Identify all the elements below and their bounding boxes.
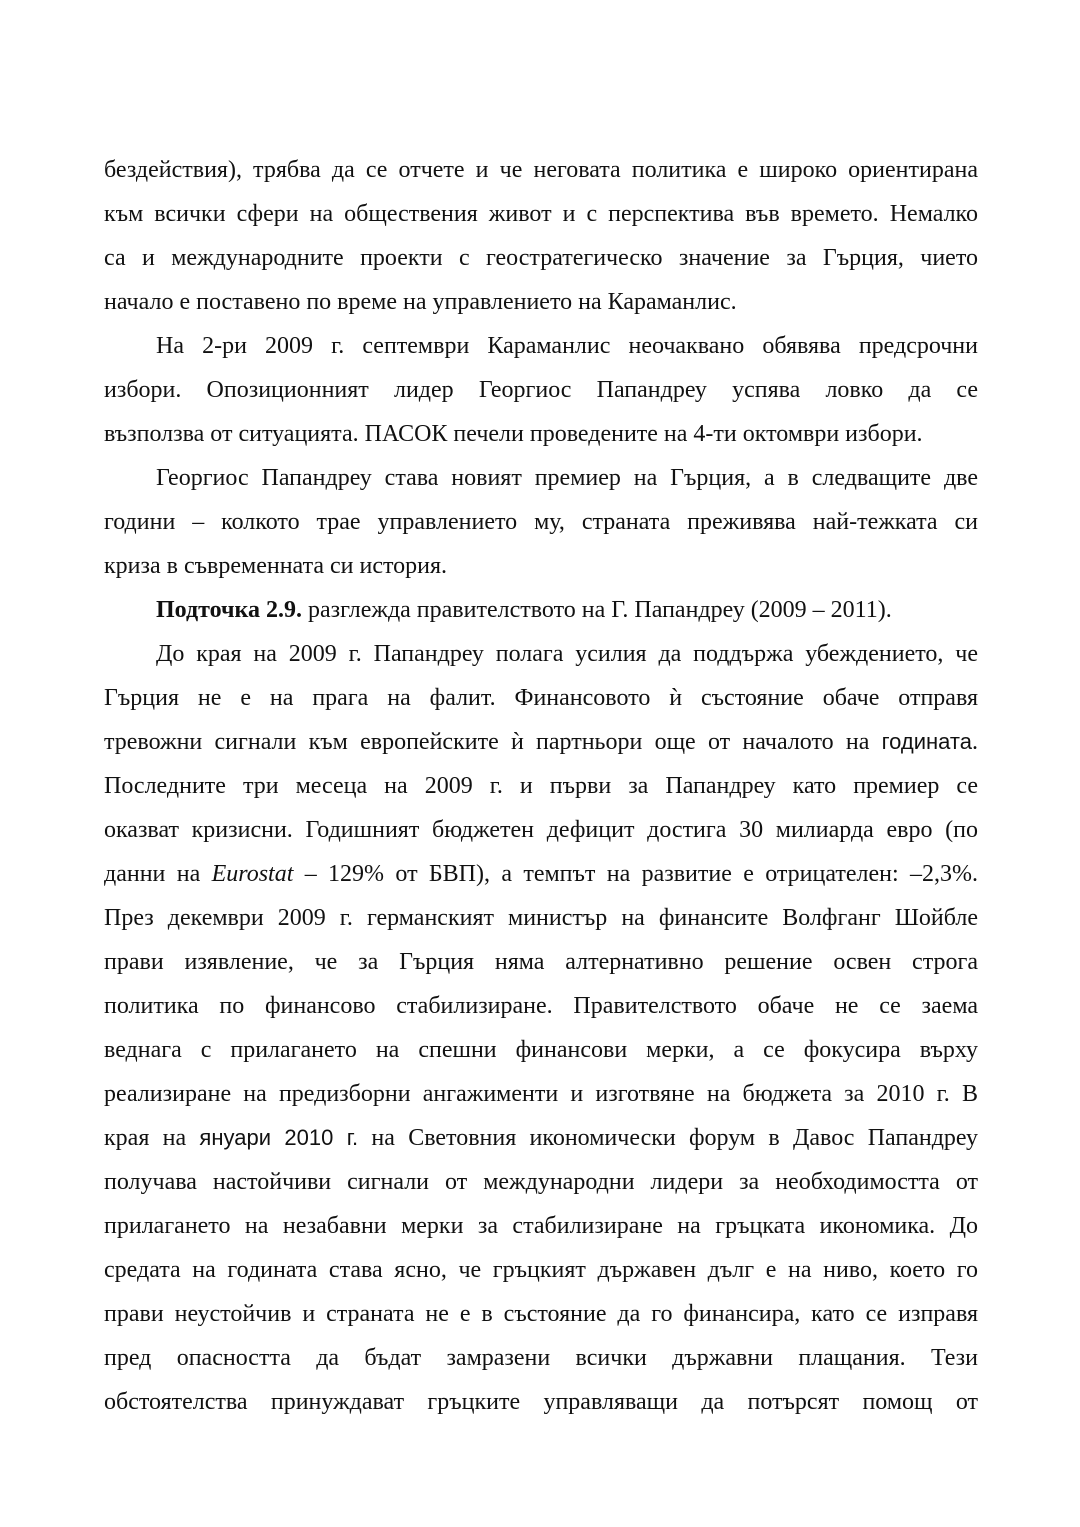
text-line: избори. Опозиционният лидер Георгиос Папандреу успява ловко да се xyxy=(104,377,978,403)
text-run: годината xyxy=(881,729,972,754)
text-line: политика по финансово стабилизиране. Правителството обаче не се заема xyxy=(104,993,978,1019)
text-line xyxy=(104,727,978,757)
text-line: Георгиос Папандреу става новият премиер на Гърция, а в следващите две xyxy=(156,465,978,491)
italic-text: Eurostat xyxy=(211,861,294,887)
subsection-label: Подточка 2.9. xyxy=(156,597,302,623)
text-line xyxy=(104,1123,978,1153)
text-line: получава настойчиви сигнали от международни лидери за необходимостта от xyxy=(104,1169,978,1195)
text-run: разглежда правителството на Г. Папандреу (2009 – 2011). xyxy=(301,597,892,623)
text-line: прилагането на незабавни мерки за стабилизиране на гръцката икономика. До xyxy=(104,1213,978,1239)
text-line: прави изявление, че за Гърция няма алтернативно решение освен строга xyxy=(104,949,978,975)
text-line: криза в съвременната си история. xyxy=(104,553,448,579)
text-run: тревожни сигнали към европейските ѝ партньори още от началото на xyxy=(104,729,882,755)
text-run: края на xyxy=(104,1125,200,1151)
text-line: бездействия), трябва да се отчете и че неговата политика е широко ориентирана xyxy=(104,157,978,183)
text-line: веднага с прилагането на спешни финансови мерки, а се фокусира върху xyxy=(104,1037,978,1063)
text-line: начало е поставено по време на управлението на Караманлис. xyxy=(104,289,737,315)
text-line: Гърция не е на прага на фалит. Финансовото ѝ състояние обаче отправя xyxy=(104,685,978,711)
text-line: На 2-ри 2009 г. септември Караманлис неочаквано обявява предсрочни xyxy=(156,333,978,359)
text-run: данни на xyxy=(104,861,212,887)
text-line: към всички сфери на обществения живот и с перспектива във времето. Немалко xyxy=(104,201,978,227)
text-line: средата на годината става ясно, че гръцкият държавен дълг е на ниво, което го xyxy=(104,1257,978,1283)
text-line: години – колкото трае управлението му, страната преживява най-тежката си xyxy=(104,509,978,535)
text-run: . xyxy=(972,729,978,755)
text-line: оказват кризисни. Годишният бюджетен дефицит достига 30 милиарда евро (по xyxy=(104,817,978,843)
text-line: През декември 2009 г. германският министър на финансите Волфганг Шойбле xyxy=(104,905,978,931)
text-line: пред опасността да бъдат замразени всички държавни плащания. Тези xyxy=(104,1345,978,1371)
text-line: са и международните проекти с геостратегическо значение за Гърция, чието xyxy=(104,245,978,271)
text-run: на Световния икономически форум в Давос Папандреу xyxy=(358,1125,978,1151)
text-line xyxy=(104,859,978,889)
text-line: Последните три месеца на 2009 г. и първи за Папандреу като премиер се xyxy=(104,773,978,799)
text-line: реализиране на предизборни ангажименти и изготвяне на бюджета за 2010 г. В xyxy=(104,1081,978,1107)
text-run: януари 2010 г. xyxy=(199,1125,359,1150)
text-line: До края на 2009 г. Папандреу полага усилия да поддържа убеждението, че xyxy=(156,641,978,667)
text-line: обстоятелства принуждават гръцките управляващи да потърсят помощ от xyxy=(104,1389,978,1415)
subsection-line xyxy=(156,595,978,625)
text-line: прави неустойчив и страната не е в състояние да го финансира, като се изправя xyxy=(104,1301,978,1327)
text-line: възползва от ситуацията. ПАСОК печели проведените на 4-ти октомври избори. xyxy=(104,421,923,447)
text-run: – 129% от БВП), а темпът на развитие е отрицателен: –2,3%. xyxy=(293,861,979,887)
